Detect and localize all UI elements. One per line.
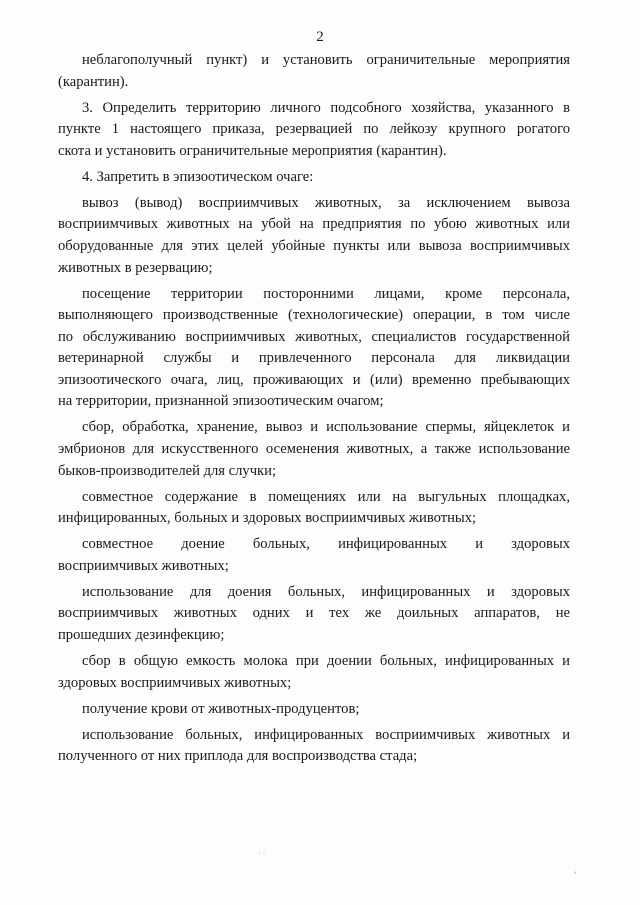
paragraph (58, 725, 570, 768)
text-line: неблагополучный пункт) и установить ограничительные мероприятия (82, 52, 570, 68)
text-line: прошедших дезинфекцию; (58, 626, 225, 643)
paragraph (58, 98, 570, 163)
paragraph (58, 193, 570, 279)
document-body (58, 50, 570, 772)
text-line: совместное содержание в помещениях или на выгульных площадках, (82, 488, 570, 505)
text-line: посещение территории посторонними лицами, кроме персонала, (82, 285, 570, 302)
text-line: восприимчивых животных одних и тех же доильных аппаратов, не (58, 605, 570, 622)
page-number: 2 (316, 29, 324, 45)
text-line: здоровых восприимчивых животных; (58, 674, 292, 691)
text-line: совместное доение больных, инфицированных и здоровых (82, 536, 570, 553)
paragraph (58, 284, 570, 414)
paragraph (58, 487, 570, 530)
paragraph (58, 50, 570, 93)
paragraph (58, 651, 570, 694)
text-line: животных в резервацию; (58, 259, 213, 276)
text-line: (карантин). (58, 73, 129, 90)
text-line: на территории, признанной эпизоотическим очагом; (58, 393, 384, 410)
text-line: 4. Запретить в эпизоотическом очаге: (82, 168, 314, 185)
text-line: сбор в общую емкость молока при доении больных, инфицированных и (82, 652, 570, 669)
text-line: эпизоотического очага, лиц, проживающих и (или) временно пребывающих (58, 371, 570, 388)
paragraph (58, 534, 570, 577)
text-line: полученного от них приплода для воспроизводства стада; (58, 748, 418, 765)
text-line: быков-производителей для случки; (58, 462, 277, 479)
text-line: получение крови от животных-продуцентов; (82, 700, 360, 717)
scan-artifact: ˙ ˙ (258, 851, 266, 860)
text-line: скота и установить ограничительные мероприятия (карантин). (58, 142, 447, 159)
paragraph (58, 167, 570, 189)
text-line: вывоз (вывод) восприимчивых животных, за исключением вывоза (82, 194, 570, 211)
text-line: ветеринарной службы и привлеченного персонала для ликвидации (58, 350, 570, 367)
text-line: использование больных, инфицированных восприимчивых животных и (82, 726, 570, 743)
text-line: 3. Определить территорию личного подсобного хозяйства, указанного в (82, 99, 570, 116)
text-line: эмбрионов для искусственного осеменения животных, а также использование (58, 441, 570, 458)
scan-artifact: ˚ (574, 871, 577, 880)
text-line: использование для доения больных, инфицированных и здоровых (82, 583, 570, 600)
paragraph (58, 417, 570, 482)
text-line: пункте 1 настоящего приказа, резервацией по лейкозу крупного рогатого (58, 121, 570, 138)
text-line: сбор, обработка, хранение, вывоз и использование спермы, яйцеклеток и (82, 419, 570, 436)
text-line: восприимчивых животных на убой на предприятия по убою животных или (58, 216, 570, 233)
text-line: инфицированных, больных и здоровых восприимчивых животных; (58, 510, 477, 527)
text-line: оборудованные для этих целей убойные пункты или вывоза восприимчивых (58, 237, 570, 254)
text-line: восприимчивых животных; (58, 557, 229, 574)
text-line: по обслуживанию восприимчивых животных, специалистов государственной (58, 328, 570, 345)
paragraph (58, 699, 570, 721)
text-line: выполняющего производственные (технологические) операции, в том числе (58, 307, 570, 324)
paragraph (58, 582, 570, 647)
